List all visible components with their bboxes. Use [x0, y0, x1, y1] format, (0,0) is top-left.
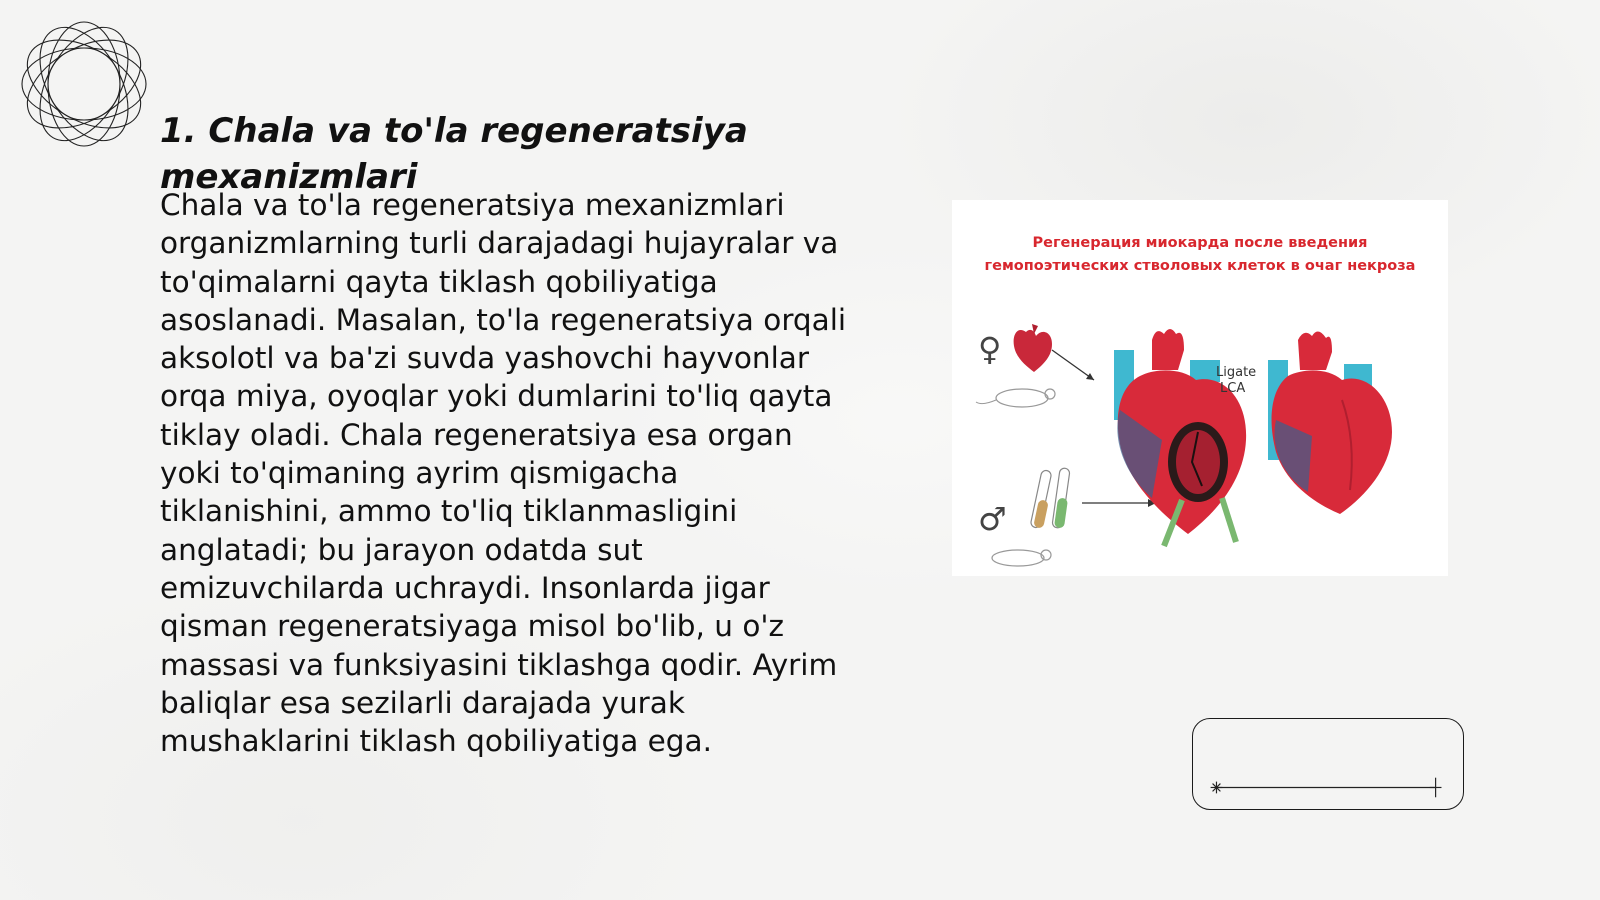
small-heart-icon [1014, 324, 1052, 372]
label-lca: LCA [1220, 381, 1246, 396]
sparkle-icon [1430, 778, 1442, 798]
healed-heart-icon [1268, 331, 1392, 514]
female-symbol: ♀ [978, 330, 1002, 368]
heart-regeneration-figure [952, 200, 1448, 576]
decorative-circles-icon [10, 10, 158, 158]
male-symbol: ♂ [978, 500, 1007, 538]
test-tubes-icon [1030, 468, 1070, 529]
damaged-heart-icon [1114, 329, 1246, 546]
figure-caption-line-2: гемопоэтических стволовых клеток в очаг некроза [984, 258, 1416, 274]
mouse-icon [976, 389, 1055, 407]
slide-body-text: Chala va to'la regeneratsiya mexanizmlari organizmlarning turli darajadagi hujayralar va to'qimalarni qayta tiklash qobiliyatiga asoslanadi. Masalan, to'la regeneratsiya orqali aksolotl va ba'zi suvda yashovchi hayvonlar orqa miya, oyoqlar yoki dumlarini to'liq qayta tiklay oladi. Chala regeneratsiya esa organ yoki to'qimaning ayrim qismigacha tiklanishini, ammo to'liq tiklanmasligini anglatadi; bu jarayon odatda sut emizuvchilarda uchraydi. Insonlarda jigar qisman regeneratsiyaga misol bo'lib, u o'z massasi va funksiyasini tiklashga qodir. Ayrim baliqlar esa sezilarli darajada yurak mushaklarini tiklash qobiliyatiga ega. [160, 188, 847, 759]
mouse-icon-2 [992, 550, 1051, 566]
label-ligate: Ligate [1216, 365, 1257, 380]
decorative-line-box [1192, 718, 1464, 810]
starburst-icon [1211, 782, 1223, 794]
arrow-icon [1052, 350, 1094, 380]
figure-caption-line-1: Регенерация миокарда после введения [1032, 235, 1368, 251]
slide-title: 1. Chala va to'la regeneratsiya mexanizmlari [160, 111, 748, 197]
